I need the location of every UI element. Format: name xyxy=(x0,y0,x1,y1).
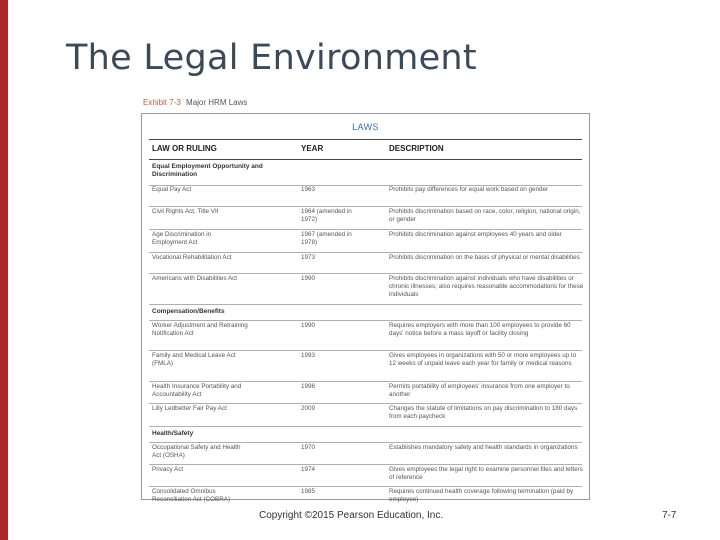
table-row xyxy=(149,185,582,206)
section-heading: Compensation/Benefits xyxy=(149,304,582,320)
year-cell: 1990 xyxy=(301,275,316,282)
description-cell: Establishes mandatory safety and health standards in organizations xyxy=(389,444,578,451)
table-row xyxy=(149,273,582,304)
description-cell: Requires continued health coverage following termination (paid by employee) xyxy=(389,488,574,503)
year-cell: 1974 xyxy=(301,466,316,473)
exhibit-caption xyxy=(143,98,247,107)
table-row xyxy=(149,252,582,273)
law-cell: Vocational Rehabilitation Act xyxy=(152,254,232,261)
table-row xyxy=(149,350,582,381)
year-cell: 1973 xyxy=(301,254,316,261)
exhibit-table xyxy=(141,113,590,503)
year-cell: 1963 xyxy=(301,186,316,193)
description-cell: Prohibits discrimination against individuals who have disabilities or chronic illnesses; also requires reasonable accommodations for these individuals xyxy=(389,275,584,298)
table-row xyxy=(149,206,582,229)
column-headers xyxy=(149,139,582,160)
description-cell: Permits portability of employees' insurance from one employer to another xyxy=(389,383,570,398)
year-cell: 1990 xyxy=(301,322,316,329)
law-cell: Consolidated Omnibus Reconciliation Act (COBRA) xyxy=(152,488,231,503)
exhibit-title: Major HRM Laws xyxy=(186,98,248,107)
copyright-footer: Copyright ©2015 Pearson Education, Inc. xyxy=(259,510,444,521)
table-row xyxy=(149,381,582,403)
column-header-year: YEAR xyxy=(301,144,324,153)
law-cell: Worker Adjustment and Retraining Notification Act xyxy=(152,322,248,337)
law-cell: Americans with Disabilities Act xyxy=(152,275,238,282)
year-cell: 1993 xyxy=(301,352,316,359)
table-body xyxy=(149,160,582,508)
left-accent-bar xyxy=(0,0,8,540)
law-cell: Equal Pay Act xyxy=(152,186,192,193)
law-cell: Lilly Ledbetter Fair Pay Act xyxy=(152,405,227,412)
description-cell: Requires employers with more than 100 employees to provide 60 days' notice before a mass layoff or facility closing xyxy=(389,322,571,337)
slide-title: The Legal Environment xyxy=(66,38,477,78)
table-row xyxy=(149,464,582,486)
law-cell: Occupational Safety and Health Act (OSHA) xyxy=(152,444,241,459)
exhibit-number: Exhibit 7-3 xyxy=(143,98,181,107)
year-cell: 1985 xyxy=(301,488,316,495)
table-row xyxy=(149,229,582,252)
law-cell: Civil Rights Act, Title VII xyxy=(152,208,219,215)
law-cell: Privacy Act xyxy=(152,466,184,473)
description-cell: Prohibits pay differences for equal work based on gender xyxy=(389,186,549,193)
year-cell: 1996 xyxy=(301,383,316,390)
description-cell: Gives employees the legal right to examine personnel files and letters of reference xyxy=(389,466,583,481)
table-row xyxy=(149,442,582,464)
table-row xyxy=(149,320,582,350)
description-cell: Prohibits discrimination against employees 40 years and older xyxy=(389,231,562,238)
law-cell: Family and Medical Leave Act (FMLA) xyxy=(152,352,236,367)
page-number: 7-7 xyxy=(662,510,677,521)
year-cell: 1964 (amended in 1972) xyxy=(301,208,352,223)
section-heading: Equal Employment Opportunity and Discrimination xyxy=(152,163,263,178)
laws-header: LAWS xyxy=(352,122,379,132)
table-row xyxy=(149,486,582,508)
description-cell: Gives employees in organizations with 50 or more employees up to 12 weeks of unpaid leave each year for family or medical reasons xyxy=(389,352,577,367)
description-cell: Prohibits discrimination based on race, color, religion, national origin, or gender xyxy=(389,208,581,223)
year-cell: 2009 xyxy=(301,405,316,412)
year-cell: 1970 xyxy=(301,444,316,451)
law-cell: Age Discrimination in Employment Act xyxy=(152,231,212,246)
description-cell: Changes the statute of limitations on pay discrimination to 180 days from each paycheck xyxy=(389,405,578,420)
section-heading: Health/Safety xyxy=(149,426,582,442)
column-header-law: LAW OR RULING xyxy=(152,144,217,153)
description-cell: Prohibits discrimination on the basis of physical or mental disabilities xyxy=(389,254,580,261)
column-header-description: DESCRIPTION xyxy=(389,144,444,153)
year-cell: 1967 (amended in 1978) xyxy=(301,231,352,246)
table-row xyxy=(149,403,582,426)
law-cell: Health Insurance Portability and Accountability Act xyxy=(152,383,242,398)
